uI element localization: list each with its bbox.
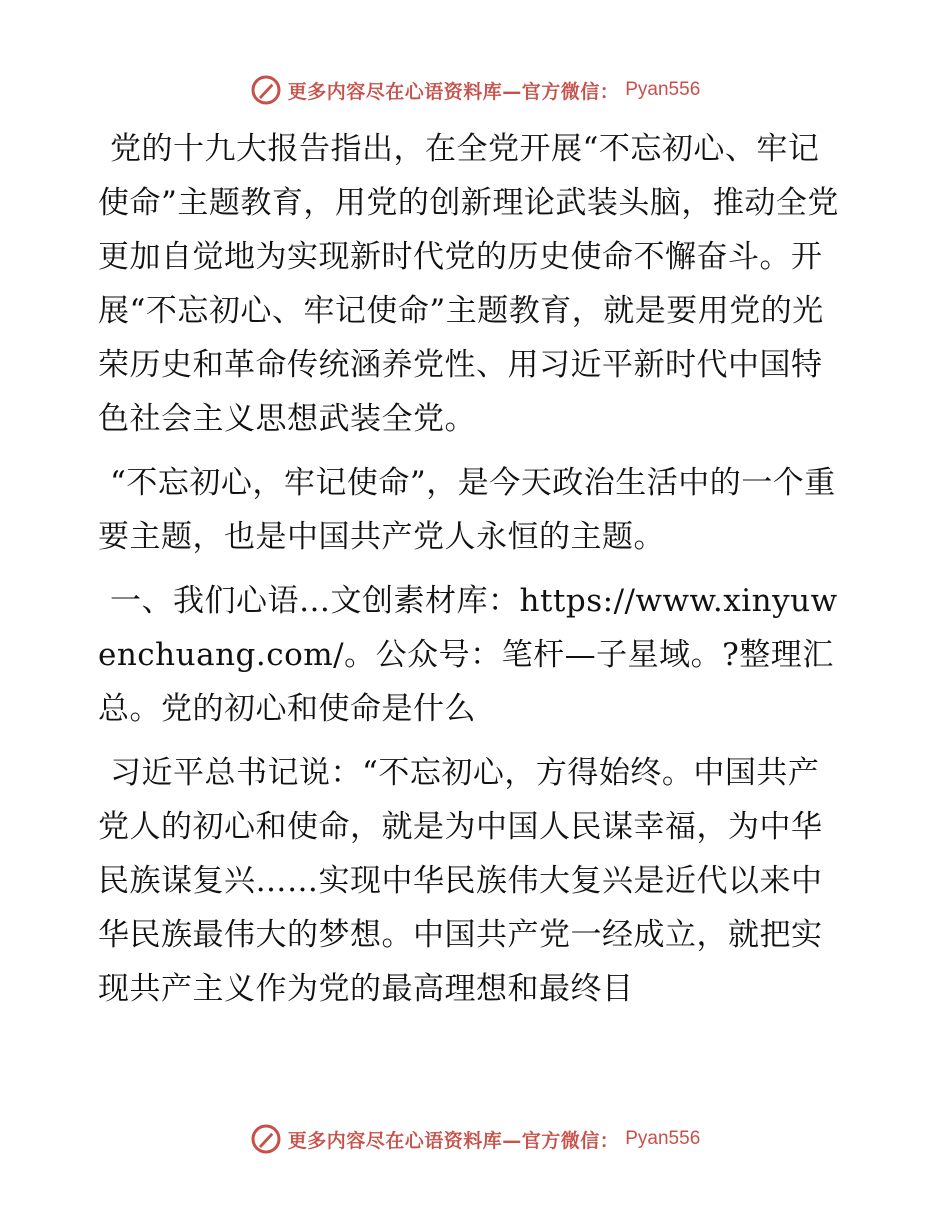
watermark-account: Pyan556 [625, 1128, 701, 1149]
paragraph-3: 一、我们心语…文创素材库：https://www.xinyuwenchuang.com/。公众号：笔杆—子星域。?整理汇总。党的初心和使命是什么 [98, 583, 838, 727]
watermark-text: 更多内容尽在心语资料库—官方微信： [287, 80, 620, 103]
paragraph-2: “不忘初心，牢记使命”，是今天政治生活中的一个重要主题，也是中国共产党人永恒的主题。 [98, 465, 836, 555]
paragraph-4: 习近平总书记说：“不忘初心，方得始终。中国共产党人的初心和使命，就是为中国人民谋幸福，为中华民族谋复兴……实现中华民族伟大复兴是近代以来中华民族最伟大的梦想。中国共产党一经成立，就把实现共产主义作为党的最高理想和最终目 [98, 755, 823, 1007]
footer-watermark [0, 1121, 950, 1157]
header-watermark [0, 72, 950, 108]
document-body [98, 122, 850, 1026]
watermark-text: 更多内容尽在心语资料库—官方微信： [287, 1129, 620, 1152]
quill-pen-circle-icon [250, 1123, 282, 1155]
paragraph-1: 党的十九大报告指出，在全党开展“不忘初心、牢记使命”主题教育，用党的创新理论武装头脑，推动全党更加自觉地为实现新时代党的历史使命不懈奋斗。开展“不忘初心、牢记使命”主题教育，就是要用党的光荣历史和革命传统涵养党性、用习近平新时代中国特色社会主义思想武装全党。 [98, 131, 839, 437]
watermark-account: Pyan556 [625, 79, 701, 100]
quill-pen-circle-icon [250, 74, 282, 106]
